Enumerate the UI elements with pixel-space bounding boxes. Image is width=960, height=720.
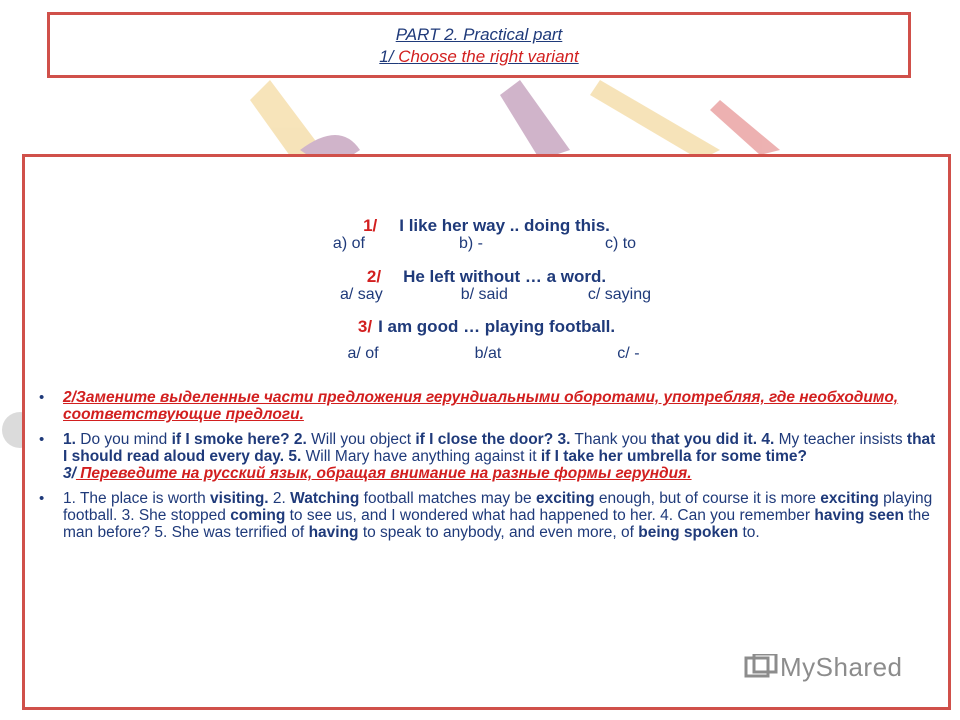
sentence-text: playing football. 3. She stopped <box>63 490 933 524</box>
option-b: b) - <box>458 235 483 252</box>
part-title: PART 2. Practical part <box>395 25 563 44</box>
list-item <box>39 490 939 541</box>
question-number: 1/ <box>363 216 378 235</box>
exercise-3-instruction: Переведите на русский язык, обращая внимание на разные формы герундия. <box>75 465 692 482</box>
option-a: a) of <box>332 235 365 252</box>
option-a: a/ say <box>340 286 383 303</box>
gerund: visiting. <box>210 490 269 507</box>
sentence-number: 1. <box>63 431 76 448</box>
slides-logo-icon <box>744 654 780 682</box>
question-3 <box>25 317 948 363</box>
task-heading: Choose the right variant <box>398 47 579 66</box>
sentence-text: enough, but of course it is more <box>594 490 821 507</box>
exercise-list <box>39 389 939 549</box>
highlighted-clause: that you did it. <box>651 431 758 448</box>
sentence-number: 2. <box>289 431 307 448</box>
sentence-text: 2. <box>268 490 291 507</box>
highlighted-clause: if I take her umbrella for some time? <box>540 448 807 465</box>
sentence-number: 3. <box>553 431 571 448</box>
option-c: c) to <box>604 235 637 252</box>
highlighted-clause: if I smoke here? <box>171 431 290 448</box>
exercise-3-number: 3/ <box>63 465 76 482</box>
option-b: b/at <box>474 345 502 362</box>
question-text: He left without … a word. <box>403 267 607 286</box>
bullet-icon: • <box>39 389 45 406</box>
watermark <box>744 652 903 683</box>
gerund: Watching <box>290 490 360 507</box>
option-c: c/ saying <box>587 286 651 303</box>
question-number: 3/ <box>357 317 373 336</box>
gerund: exciting <box>820 490 879 507</box>
sentence-text: 1. The place is worth <box>63 490 211 507</box>
gerund: having seen <box>814 507 904 524</box>
sentence-text: the man before? 5. She was terrified of <box>63 507 930 541</box>
content-box <box>22 154 951 710</box>
list-item <box>39 431 939 482</box>
gerund: having <box>308 524 359 541</box>
task-title <box>50 47 908 67</box>
highlighted-clause: that I should read aloud every day. <box>63 431 936 465</box>
watermark-text: MyShared <box>780 652 903 682</box>
sentence-number: 4. <box>757 431 775 448</box>
question-text: I am good … playing football. <box>378 317 616 336</box>
sentence-text: Thank you <box>570 431 652 448</box>
question-1 <box>25 216 948 253</box>
title-box <box>47 12 911 78</box>
gerund: exciting <box>535 490 595 507</box>
sentence-text: to see us, and I wondered what had happened to her. 4. Can you remember <box>285 507 815 524</box>
question-text: I like her way .. doing this. <box>399 216 610 235</box>
highlighted-clause: if I close the door? <box>415 431 554 448</box>
option-a: a/ of <box>347 345 379 362</box>
exercise-2-instruction: 2/Замените выделенные части предложения герундиальными оборотами, употребляя, где необходимо, соответствующие предлоги. <box>63 389 899 423</box>
sentence-text: Will Mary have anything against it <box>301 448 541 465</box>
bullet-icon: • <box>39 431 45 448</box>
question-2 <box>25 267 948 304</box>
sentence-text: Will you object <box>306 431 416 448</box>
task-number: 1/ <box>379 47 399 66</box>
bullet-icon: • <box>39 490 45 507</box>
gerund: coming <box>230 507 286 524</box>
sentence-text: football matches may be <box>359 490 536 507</box>
sentence-text: to speak to anybody, and even more, of <box>358 524 639 541</box>
question-number: 2/ <box>366 267 382 286</box>
sentence-text: to. <box>738 524 760 541</box>
sentence-number: 5. <box>284 448 302 465</box>
gerund: being spoken <box>638 524 739 541</box>
option-b: b/ said <box>460 286 508 303</box>
list-item <box>39 389 939 423</box>
sentence-text: Do you mind <box>75 431 172 448</box>
option-c: c/ - <box>617 345 640 362</box>
sentence-text: My teacher insists <box>774 431 907 448</box>
